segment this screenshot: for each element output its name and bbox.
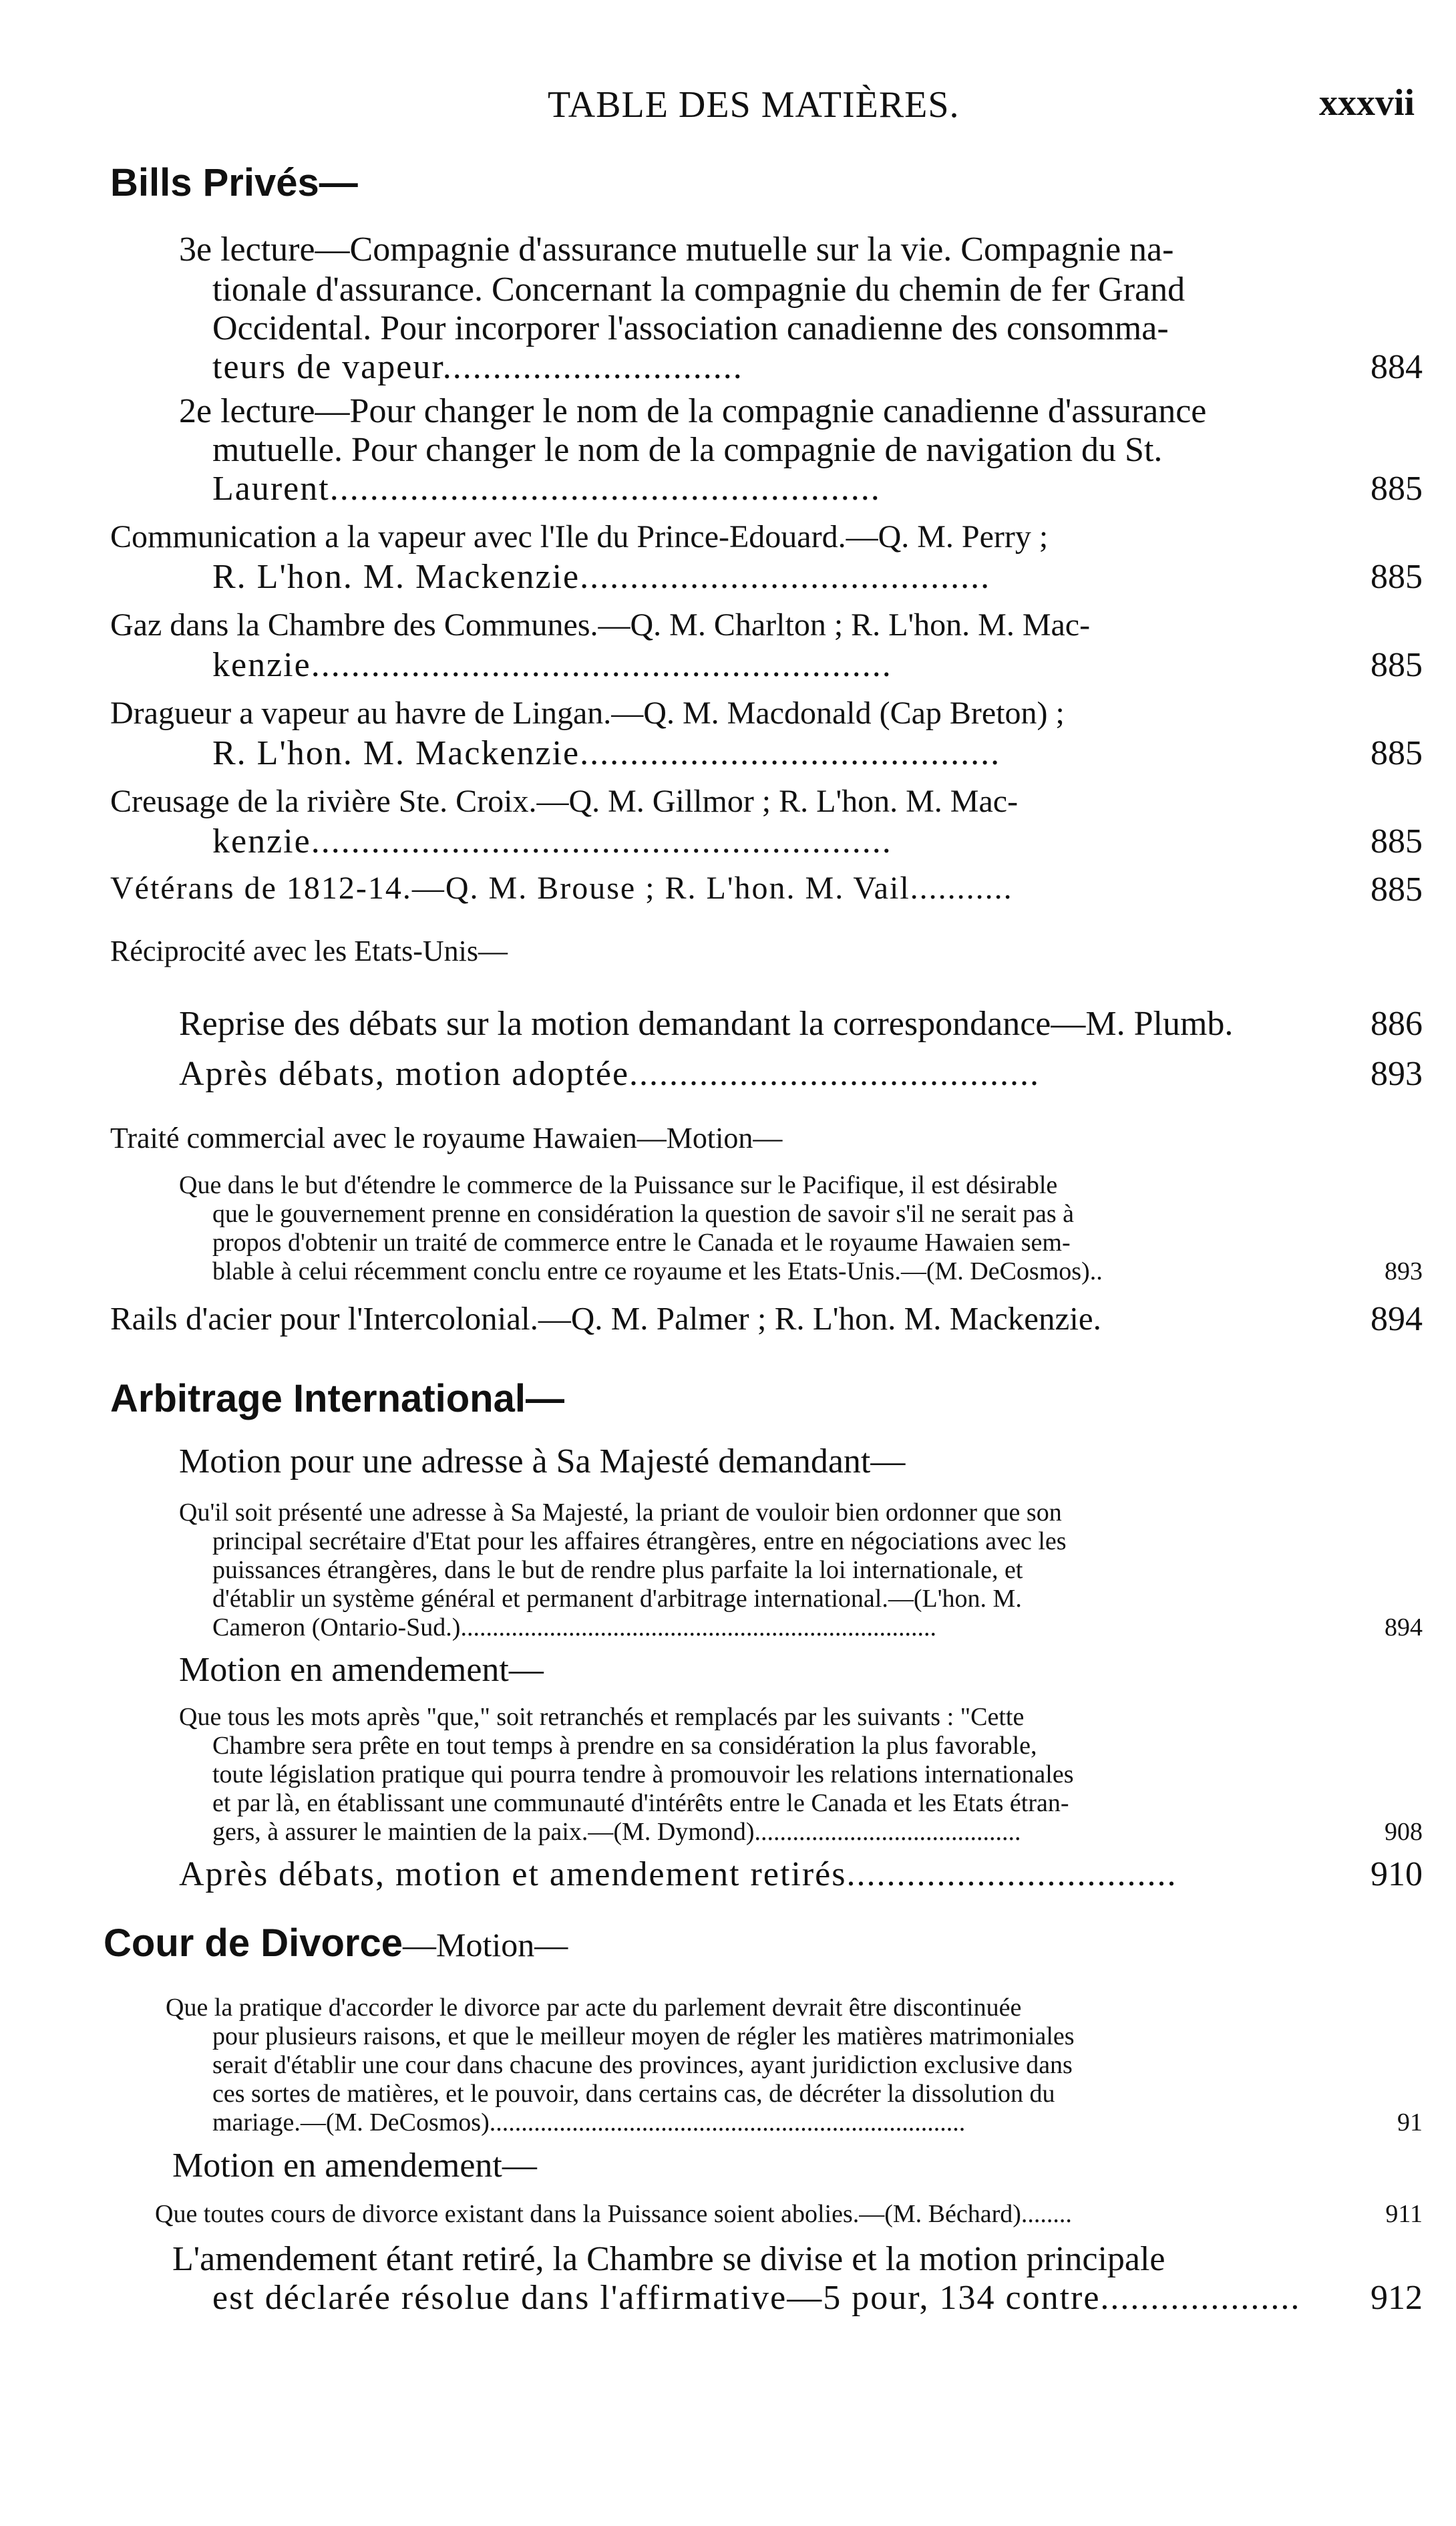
divorce-subtitle-2: Motion en amendement— [172, 2147, 537, 2185]
arbitrage-motion-line-3: puissances étrangères, dans le but de rendre plus parfaite la loi internationale, et [212, 1556, 1023, 1584]
bills-page-1: 884 [1371, 348, 1423, 386]
rails-line: Rails d'acier pour l'Intercolonial.—Q. M. Palmer ; R. L'hon. M. Mackenzie. [110, 1300, 1101, 1337]
gaz-line-2: kenzie.......................................................... [212, 646, 892, 684]
reciprocite-line-1: Reprise des débats sur la motion demandant la correspondance—M. Plumb. [179, 1005, 1234, 1043]
page-header-title: TABLE DES MATIÈRES. [548, 84, 960, 126]
divorce-motion-line-2: pour plusieurs raisons, et que le meilleur moyen de régler les matières matrimoniales [212, 2022, 1075, 2050]
traite-line-3: propos d'obtenir un traité de commerce entre le Canada et le royaume Hawaien sem- [212, 1229, 1071, 1257]
bills-line-5: 2e lecture—Pour changer le nom de la compagnie canadienne d'assurance [179, 392, 1207, 430]
veterans-page: 885 [1371, 871, 1423, 909]
gaz-page: 885 [1371, 646, 1423, 684]
arbitrage-final-line: Après débats, motion et amendement retirés................................. [179, 1855, 1177, 1893]
divorce-motion-line-5: mariage.—(M. DeCosmos)........................................................................... [212, 2108, 966, 2137]
section-title-divorce [104, 1921, 568, 1965]
bills-line-7: Laurent....................................................... [212, 470, 881, 508]
divorce-final-line-2: est déclarée résolue dans l'affirmative—5 pour, 134 contre.................... [212, 2279, 1301, 2317]
divorce-title: Cour de Divorce [104, 1921, 403, 1965]
arbitrage-subtitle-2: Motion en amendement— [179, 1651, 544, 1689]
arbitrage-amend-line-2: Chambre sera prête en tout temps à prendre en sa considération la plus favorable, [212, 1732, 1037, 1760]
divorce-motion-line-4: ces sortes de matières, et le pouvoir, dans certains cas, de décréter la dissolution du [212, 2080, 1055, 2108]
divorce-amend-line: Que toutes cours de divorce existant dans la Puissance soient abolies.—(M. Béchard)........ [155, 2200, 1072, 2228]
reciprocite-page-1: 886 [1371, 1005, 1423, 1043]
bills-line-4: teurs de vapeur.............................. [212, 348, 743, 386]
arbitrage-page-1: 894 [1385, 1613, 1423, 1641]
creusage-line-1: Creusage de la rivière Ste. Croix.—Q. M. Gillmor ; R. L'hon. M. Mac- [110, 784, 1019, 819]
arbitrage-motion-line-4: d'établir un système général et permanent d'arbitrage international.—(L'hon. M. [212, 1585, 1022, 1613]
reciprocite-line-2: Après débats, motion adoptée......................................... [179, 1055, 1041, 1093]
traite-line-1: Que dans le but d'étendre le commerce de la Puissance sur le Pacifique, il est désirable [179, 1171, 1058, 1199]
arbitrage-amend-line-5: gers, à assurer le maintien de la paix.—(M. Dymond).......................................... [212, 1818, 1021, 1846]
bills-line-2: tionale d'assurance. Concernant la compagnie du chemin de fer Grand [212, 271, 1186, 309]
bills-line-6: mutuelle. Pour changer le nom de la compagnie de navigation du St. [212, 431, 1163, 469]
divorce-motion-line-3: serait d'établir une cour dans chacune des provinces, ayant juridiction exclusive dans [212, 2051, 1073, 2079]
traite-line-4: blable à celui récemment conclu entre ce royaume et les Etats-Unis.—(M. DeCosmos).. [212, 1257, 1103, 1285]
rails-page: 894 [1371, 1300, 1423, 1338]
gaz-line-1: Gaz dans la Chambre des Communes.—Q. M. Charlton ; R. L'hon. M. Mac- [110, 607, 1091, 643]
traite-title: Traité commercial avec le royaume Hawaien—Motion— [110, 1122, 783, 1154]
arbitrage-subtitle-1: Motion pour une adresse à Sa Majesté demandant— [179, 1442, 906, 1480]
veterans-line: Vétérans de 1812-14.—Q. M. Brouse ; R. L'hon. M. Vail........... [110, 871, 1013, 906]
communication-page: 885 [1371, 558, 1423, 596]
bills-line-1: 3e lecture—Compagnie d'assurance mutuelle sur la vie. Compagnie na- [179, 230, 1174, 269]
communication-line-2: R. L'hon. M. Mackenzie......................................... [212, 558, 991, 596]
bills-page-2: 885 [1371, 470, 1423, 508]
divorce-page-3: 912 [1371, 2279, 1423, 2317]
communication-line-1: Communication a la vapeur avec l'Ile du Prince-Edouard.—Q. M. Perry ; [110, 519, 1049, 555]
divorce-page-1: 91 [1397, 2108, 1423, 2137]
arbitrage-motion-line-2: principal secrétaire d'Etat pour les affaires étrangères, entre en négociations avec les [212, 1527, 1067, 1555]
traite-line-2: que le gouvernement prenne en considération la question de savoir s'il ne serait pas à [212, 1200, 1074, 1228]
arbitrage-page-3: 910 [1371, 1855, 1423, 1893]
creusage-line-2: kenzie.......................................................... [212, 822, 892, 860]
arbitrage-amend-line-3: toute législation pratique qui pourra tendre à promouvoir les relations internationales [212, 1760, 1074, 1788]
reciprocite-page-2: 893 [1371, 1055, 1423, 1093]
arbitrage-amend-line-4: et par là, en établissant une communauté d'intérêts entre le Canada et les Etats étran- [212, 1789, 1069, 1817]
divorce-page-2: 911 [1385, 2200, 1423, 2228]
divorce-final-line-1: L'amendement étant retiré, la Chambre se divise et la motion principale [172, 2240, 1165, 2278]
reciprocite-title: Réciprocité avec les Etats-Unis— [110, 935, 508, 967]
bills-line-3: Occidental. Pour incorporer l'association canadienne des consomma- [212, 309, 1169, 347]
dragueur-line-2: R. L'hon. M. Mackenzie.......................................... [212, 734, 1001, 772]
creusage-page: 885 [1371, 822, 1423, 860]
traite-page: 893 [1385, 1257, 1423, 1285]
arbitrage-motion-line-1: Qu'il soit présenté une adresse à Sa Majesté, la priant de vouloir bien ordonner que son [179, 1498, 1062, 1527]
dragueur-line-1: Dragueur a vapeur au havre de Lingan.—Q. M. Macdonald (Cap Breton) ; [110, 695, 1065, 731]
section-title-arbitrage: Arbitrage International— [110, 1377, 564, 1420]
section-title-bills: Bills Privés— [110, 161, 358, 204]
dragueur-page: 885 [1371, 734, 1423, 772]
divorce-motion-line-1: Que la pratique d'accorder le divorce par acte du parlement devrait être discontinuée [166, 1994, 1022, 2022]
arbitrage-page-2: 908 [1385, 1818, 1423, 1846]
arbitrage-amend-line-1: Que tous les mots après "que," soit retranchés et remplacés par les suivants : "Cette [179, 1703, 1025, 1731]
divorce-title-suffix: —Motion— [403, 1926, 568, 1963]
arbitrage-motion-line-5: Cameron (Ontario-Sud.)........................................................................... [212, 1613, 936, 1641]
page-header-number: xxxvii [1319, 82, 1415, 124]
